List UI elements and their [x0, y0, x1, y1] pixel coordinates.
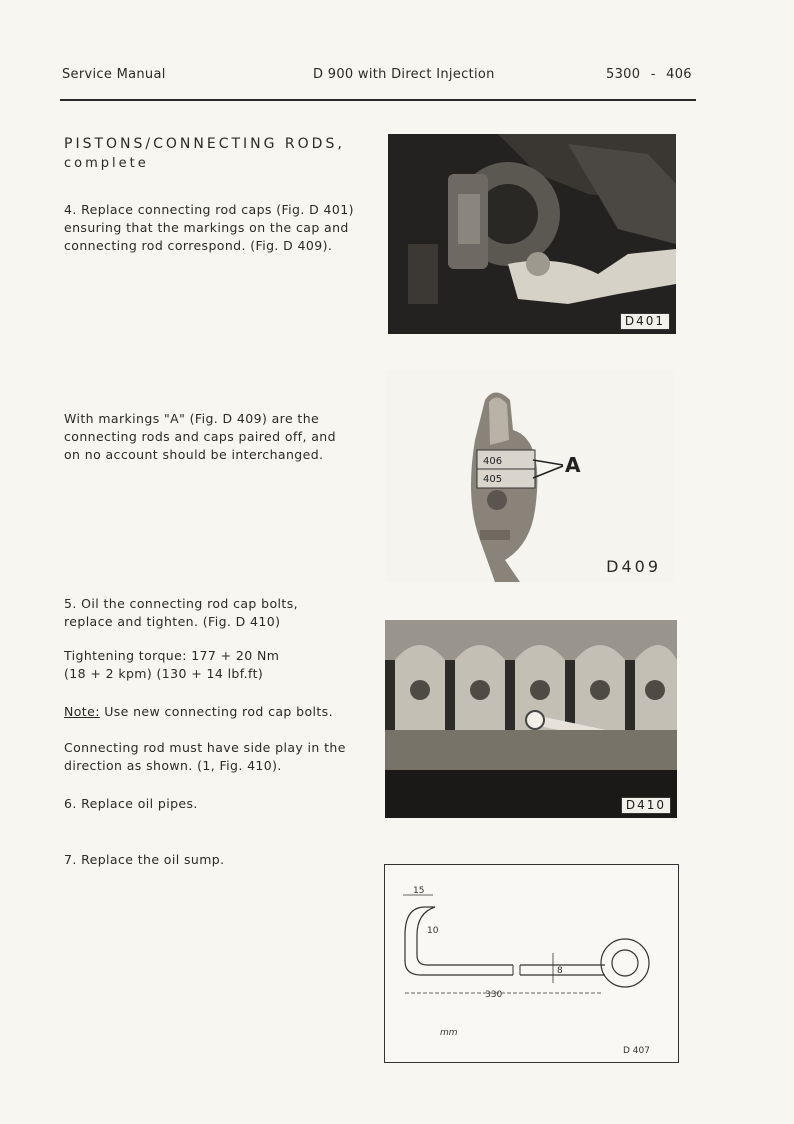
d407-dim-15: 15	[413, 886, 425, 896]
figure-d401-photo	[388, 134, 676, 334]
d409-connecting-rod-illustration	[385, 370, 675, 582]
note	[64, 703, 333, 721]
step-4-line: connecting rod correspond. (Fig. D 409).	[64, 238, 333, 253]
side-play-paragraph	[64, 739, 346, 775]
d407-dim-330: 330	[485, 990, 503, 1000]
header-page-number: 5300 - 406	[606, 67, 692, 82]
header-model: D 900 with Direct Injection	[313, 67, 495, 82]
d409-marking-406: 406	[483, 456, 503, 467]
torque-spec	[64, 647, 279, 683]
d410-crankcase-illustration	[385, 620, 677, 818]
d407-dim-10: 10	[427, 926, 439, 936]
markings-line: on no account should be interchanged.	[64, 447, 324, 462]
note-text: Use new connecting rod cap bolts.	[104, 704, 333, 719]
d409-marker-a: A	[565, 453, 581, 477]
side-play-line: Connecting rod must have side play in the	[64, 740, 346, 755]
torque-line: (18 + 2 kpm) (130 + 14 lbf.ft)	[64, 666, 264, 681]
d407-dim-8: 8	[557, 966, 563, 976]
section-title-line1: PISTONS/CONNECTING RODS,	[64, 136, 345, 152]
figure-d401-label: D401	[620, 313, 670, 330]
step-6: 6. Replace oil pipes.	[64, 796, 198, 811]
step-5-line: 5. Oil the connecting rod cap bolts,	[64, 596, 298, 611]
step-5-line: replace and tighten. (Fig. D 410)	[64, 614, 281, 629]
markings-line: connecting rods and caps paired off, and	[64, 429, 336, 444]
d407-hook-tool-illustration	[385, 865, 678, 1062]
section-title-line2: complete	[64, 156, 149, 171]
figure-d409-label: D409	[606, 557, 661, 576]
section-title	[64, 134, 345, 174]
markings-paragraph	[64, 410, 336, 464]
markings-line: With markings "A" (Fig. D 409) are the	[64, 411, 320, 426]
header-manual-title: Service Manual	[62, 67, 166, 82]
step-7: 7. Replace the oil sump.	[64, 852, 225, 867]
d407-unit: mm	[440, 1028, 458, 1038]
header-rule	[60, 99, 696, 101]
step-4	[64, 201, 354, 255]
step-4-line: 4. Replace connecting rod caps (Fig. D 401)	[64, 202, 354, 217]
d409-marking-405: 405	[483, 474, 503, 485]
figure-d410-photo	[385, 620, 677, 818]
d401-engine-illustration	[388, 134, 676, 334]
figure-d409-photo	[385, 370, 675, 582]
step-4-line: ensuring that the markings on the cap and	[64, 220, 349, 235]
side-play-line: direction as shown. (1, Fig. 410).	[64, 758, 282, 773]
figure-d407-label: D 407	[623, 1046, 650, 1056]
torque-line: Tightening torque: 177 + 20 Nm	[64, 648, 280, 663]
figure-d407-drawing	[384, 864, 679, 1063]
note-label: Note:	[64, 704, 100, 719]
figure-d410-label: D410	[621, 797, 671, 814]
step-5	[64, 595, 298, 631]
